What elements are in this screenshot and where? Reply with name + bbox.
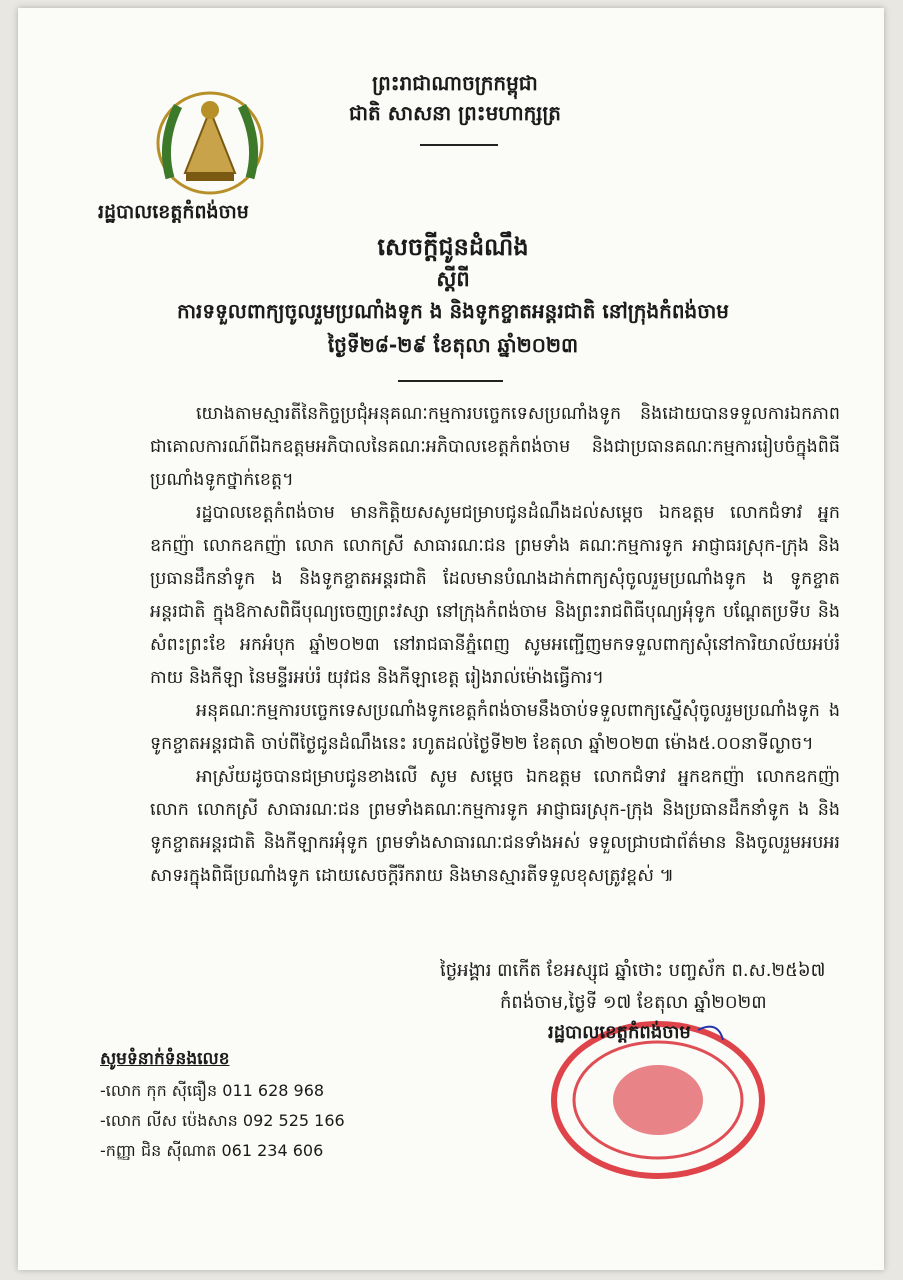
paragraph-4: អាស្រ័យដូចបានជម្រាបជូនខាងលើ សូម សម្តេច ឯកឧត្តម លោកជំទាវ អ្នកឧកញ៉ា លោកឧកញ៉ា លោក លោកស្រី សាធារណៈជន ព្រមទាំងគណៈកម្មការទូក អាជ្ញាធរស្រុក-ក្រុង និងប្រធានដឹកនាំទូក ង និងទូកខ្ចាតអន្តរជាតិ និងកីឡាករអុំទូក ព្រមទាំងសាធារណៈជនទាំងអស់ ទទួលជ្រាបជាព័ត៌មាន និងចូលរួមអបអរសាទរក្នុងពិធីប្រណាំងទូក ដោយសេចក្តីរីករាយ និងមានស្មារតីទទួលខុសត្រូវខ្ពស់ ៕ bbox=[150, 767, 840, 886]
contact-heading: សូមទំនាក់ទំនងលេខ bbox=[100, 1049, 230, 1069]
paragraph-2: រដ្ឋបាលខេត្តកំពង់ចាម មានកិត្តិយសសូមជម្រាបជូនដំណឹងដល់សម្តេច ឯកឧត្តម លោកជំទាវ អ្នកឧកញ៉ា លោកឧកញ៉ា លោក លោកស្រី សាធារណៈជន ព្រមទាំង គណៈកម្មការទូក អាជ្ញាធរស្រុក-ក្រុង និងប្រធានដឹកនាំទូក ង និងទូកខ្ចាតអន្តរជាតិ ដែលមានបំណងដាក់ពាក្យសុំចូលរួមប្រណាំងទូក ង ទូកខ្ចាតអន្តរជាតិ ក្នុងឱកាសពិធីបុណ្យចេញព្រះវស្សា នៅក្រុងកំពង់ចាម និងព្រះរាជពិធីបុណ្យអុំទូក បណ្តែតប្រទីប និងសំពះព្រះខែ អកអំបុក ឆ្នាំ២០២៣ នៅរាជធានីភ្នំពេញ សូមអញ្ជើញមកទទួលពាក្យសុំនៅការិយាល័យអប់រំកាយ និងកីឡា នៃមន្ទីរអប់រំ យុវជន និងកីឡាខេត្ត រៀងរាល់ម៉ោងធ្វើការ។ bbox=[150, 503, 840, 688]
notice-title: សេចក្តីជូនដំណឹង bbox=[377, 233, 529, 261]
national-motto: ជាតិ សាសនា ព្រះមហាក្សត្រ bbox=[349, 101, 561, 125]
notice-body bbox=[150, 398, 840, 893]
notice-subject: ការទទួលពាក្យចូលរួមប្រណាំងទូក ង និងទូកខ្ចាតអន្តរជាតិ នៅក្រុងកំពង់ចាម bbox=[177, 299, 729, 323]
issuing-office: រដ្ឋបាលខេត្តកំពង់ចាម bbox=[98, 201, 249, 223]
provincial-emblem-icon bbox=[150, 88, 270, 198]
subject-label: ស្តីពី bbox=[436, 267, 470, 291]
event-dates: ថ្ងៃទី២៨-២៩ ខែតុលា ឆ្នាំ២០២៣ bbox=[327, 333, 579, 357]
header-divider bbox=[420, 144, 498, 146]
kingdom-heading: ព្រះរាជាណាចក្រកម្ពុជា bbox=[372, 71, 538, 95]
paragraph-1: យោងតាមស្មារតីនៃកិច្ចប្រជុំអនុគណៈកម្មការបច្ចេកទេសប្រណាំងទូក និងដោយបានទទួលការឯកភាពជាគោលការណ៍ពីឯកឧត្តមអភិបាលនៃគណៈអភិបាលខេត្តកំពង់ចាម និងជាប្រធានគណៈកម្មការរៀបចំក្នុងពិធីប្រណាំងទូកថ្នាក់ខេត្ត។ bbox=[150, 404, 840, 490]
date-line: កំពង់ចាម,ថ្ងៃទី ១៧ ខែតុលា ឆ្នាំ២០២៣ bbox=[500, 992, 767, 1013]
contact-item: -លោក កុក ស៊ីធឿន 011 628 968 bbox=[100, 1081, 325, 1100]
contact-item: -កញ្ញា ជិន ស៊ីណាត 061 234 606 bbox=[100, 1141, 324, 1160]
contact-item: -លោក លីស ប៉េងសាន 092 525 166 bbox=[100, 1111, 345, 1130]
lunar-date: ថ្ងៃអង្គារ ៣កើត ខែអស្សុជ ឆ្នាំថោះ បញ្ចស័ក ព.ស.២៥៦៧ bbox=[440, 960, 826, 981]
title-divider bbox=[398, 380, 503, 382]
signer-office: រដ្ឋបាលខេត្តកំពង់ចាម bbox=[548, 1022, 691, 1043]
paragraph-3: អនុគណៈកម្មការបច្ចេកទេសប្រណាំងទូកខេត្តកំពង់ចាមនឹងចាប់ទទួលពាក្យស្នើសុំចូលរួមប្រណាំងទូក ង ទូកខ្ចាតអន្តរជាតិ ចាប់ពីថ្ងៃជូនដំណឹងនេះ រហូតដល់ថ្ងៃទី២២ ខែតុលា ឆ្នាំ២០២៣ ម៉ោង៥.០០នាទីល្ងាច។ bbox=[150, 701, 840, 754]
